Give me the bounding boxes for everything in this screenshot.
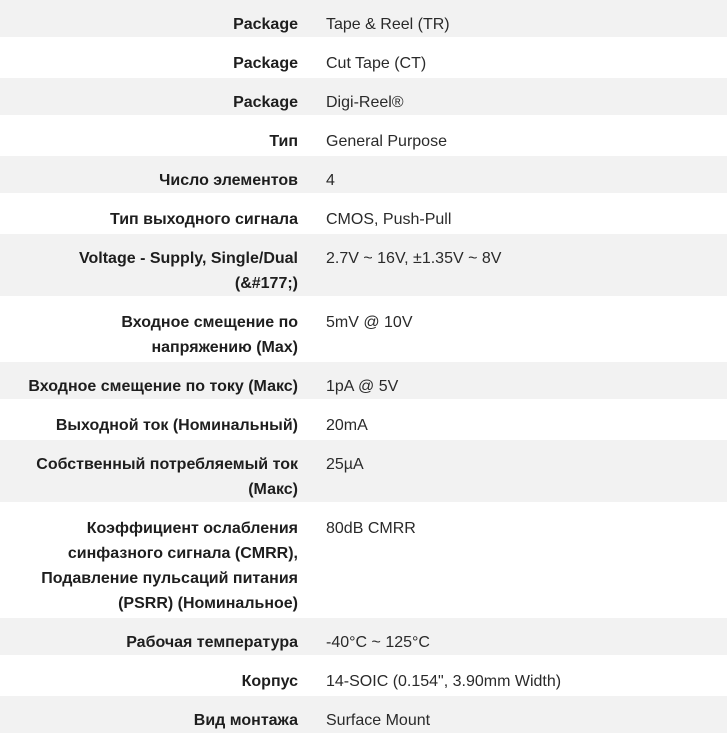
spec-label: Voltage - Supply, Single/Dual (&#177;)	[0, 234, 312, 298]
spec-label: Вид монтажа	[0, 696, 312, 735]
spec-value: 5mV @ 10V	[312, 298, 727, 362]
spec-value: 20mA	[312, 401, 727, 440]
spec-value: 80dB CMRR	[312, 504, 727, 618]
spec-row	[0, 440, 727, 504]
spec-value: CMOS, Push-Pull	[312, 195, 727, 234]
spec-value: Cut Tape (CT)	[312, 39, 727, 78]
spec-value: 14-SOIC (0.154", 3.90mm Width)	[312, 657, 727, 696]
spec-value: General Purpose	[312, 117, 727, 156]
spec-value: Surface Mount	[312, 696, 727, 735]
spec-value: -40°C ~ 125°C	[312, 618, 727, 657]
spec-label: Корпус	[0, 657, 312, 696]
spec-label: Входное смещение по напряжению (Max)	[0, 298, 312, 362]
spec-row	[0, 156, 727, 195]
spec-label: Число элементов	[0, 156, 312, 195]
spec-row	[0, 117, 727, 156]
spec-row	[0, 696, 727, 735]
spec-label: Входное смещение по току (Макс)	[0, 362, 312, 401]
spec-value: Digi-Reel®	[312, 78, 727, 117]
spec-row	[0, 78, 727, 117]
spec-row	[0, 0, 727, 39]
spec-row	[0, 401, 727, 440]
spec-label: Package	[0, 78, 312, 117]
spec-label: Выходной ток (Номинальный)	[0, 401, 312, 440]
spec-row	[0, 234, 727, 298]
spec-row	[0, 618, 727, 657]
spec-value: Tape & Reel (TR)	[312, 0, 727, 39]
spec-label: Рабочая температура	[0, 618, 312, 657]
spec-row	[0, 657, 727, 696]
spec-row	[0, 362, 727, 401]
spec-row	[0, 504, 727, 618]
spec-label: Package	[0, 0, 312, 39]
spec-value: 25µA	[312, 440, 727, 504]
spec-value: 2.7V ~ 16V, ±1.35V ~ 8V	[312, 234, 727, 298]
spec-label: Package	[0, 39, 312, 78]
spec-label: Коэффициент ослабления синфазного сигнала (CMRR), Подавление пульсаций питания (PSRR) (Номинальное)	[0, 504, 312, 618]
spec-row	[0, 195, 727, 234]
spec-value: 1pA @ 5V	[312, 362, 727, 401]
spec-row	[0, 298, 727, 362]
spec-label: Собственный потребляемый ток (Макс)	[0, 440, 312, 504]
spec-label: Тип	[0, 117, 312, 156]
spec-value: 4	[312, 156, 727, 195]
spec-row	[0, 39, 727, 78]
spec-label: Тип выходного сигнала	[0, 195, 312, 234]
